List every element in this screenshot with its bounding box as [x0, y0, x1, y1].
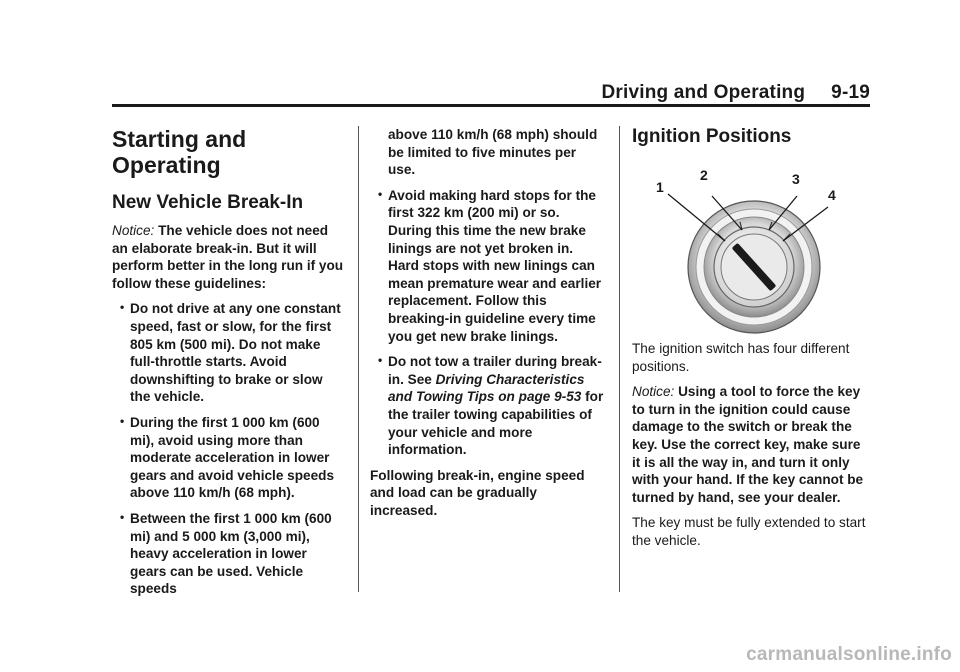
notice-label: Notice:	[632, 384, 675, 400]
notice-text: Using a tool to force the key to turn in the ignition could cause damage to the switch or break the key. Use the correct key, make sure it is all the way in, and turn it only with your hand. If the key cannot be turned by hand, see your dealer.	[632, 384, 864, 505]
column-divider-2	[619, 126, 620, 592]
position-label: 4	[828, 187, 836, 203]
position-label: 2	[700, 167, 708, 183]
break-in-list	[112, 300, 344, 598]
notice-paragraph	[112, 222, 344, 292]
header-rule	[112, 104, 870, 107]
subsection-title: New Vehicle Break-In	[112, 192, 304, 213]
bullet-icon: •	[378, 353, 383, 368]
bullet-icon: •	[378, 186, 383, 201]
ignition-notice	[632, 383, 872, 506]
ignition-title: Ignition Positions	[632, 126, 792, 147]
list-item: • Do not drive at any one constant speed, fast or slow, for the first 805 km (500 mi). Do not make full-throttle starts. Avoid downshifting to brake or slow the vehicle.	[120, 300, 341, 405]
bullet-icon: •	[120, 413, 125, 428]
column-2	[370, 126, 606, 527]
column-divider-1	[358, 126, 359, 592]
header-page-number: 9-19	[831, 82, 870, 103]
list-item: • Avoid making hard stops for the first 322 km (200 mi) or so. During this time the new brake linings are not yet broken in. Hard stops with new linings can mean premature wear and earlier replacement. Follow this breaking-in guideline every time you get new brake linings.	[378, 186, 602, 344]
watermark: carmanualsonline.info	[746, 644, 952, 665]
ignition-intro: The ignition switch has four different positions.	[632, 341, 850, 374]
column-1	[112, 126, 344, 606]
column-3	[632, 126, 872, 558]
key-instruction: The key must be fully extended to start the vehicle.	[632, 515, 866, 548]
ignition-switch-icon	[632, 154, 872, 334]
ignition-switch-figure	[632, 154, 872, 334]
notice-label: Notice:	[112, 223, 155, 238]
list-item: • During the first 1 000 km (600 mi), avoid using more than moderate acceleration in lower gears and avoid vehicle speeds above 110 km/h (68 mph).	[120, 413, 334, 501]
cross-reference-link[interactable]: Driving Characteristics and Towing Tips on page 9-53	[388, 371, 585, 405]
list-item: • Do not tow a trailer during break-in. See Driving Characteristics and Towing Tips on page 9-53 for the trailer towing capabilities of your vehicle and more information.	[378, 353, 604, 458]
header-section: Driving and Operating	[601, 82, 806, 103]
bullet-icon: •	[120, 509, 125, 524]
list-continuation: above 110 km/h (68 mph) should be limited to five minutes per use.	[388, 127, 598, 178]
running-header	[601, 82, 870, 104]
list-item: • Between the first 1 000 km (600 mi) and 5 000 km (3,000 mi), heavy acceleration in lower gears can be used. Vehicle speeds	[120, 509, 332, 597]
position-label: 3	[792, 171, 800, 187]
notice-text: The vehicle does not need an elaborate break-in. But it will perform better in the long run if you follow these guidelines:	[112, 223, 344, 291]
break-in-list-continued	[370, 187, 606, 459]
position-label: 1	[656, 179, 664, 195]
section-title: Starting and Operating	[112, 126, 247, 178]
bullet-icon: •	[120, 300, 125, 315]
closing-paragraph: Following break-in, engine speed and load can be gradually increased.	[370, 467, 585, 518]
